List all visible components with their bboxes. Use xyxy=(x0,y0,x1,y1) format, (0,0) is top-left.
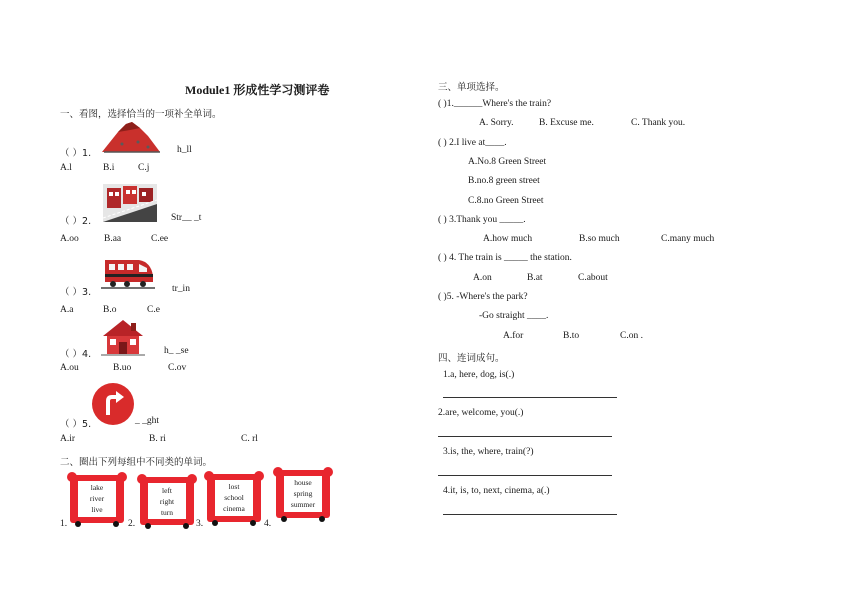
q1-option-c: C.j xyxy=(138,163,150,173)
group-num-4: 4. xyxy=(264,519,272,529)
mc-q1-option-b: B. Excuse me. xyxy=(539,118,594,128)
mc-q2-option-b: B.no.8 green street xyxy=(468,176,540,186)
mc-q4-stem: ( ) 4. The train is _____ the station. xyxy=(438,253,572,263)
q3-option-c: C.e xyxy=(147,305,160,315)
q2-word: Str__ _t xyxy=(171,213,202,223)
q5-word: _ _ght xyxy=(135,416,160,426)
card3-word2: school xyxy=(224,493,244,502)
train-image xyxy=(101,250,155,290)
word-card-1 xyxy=(66,470,128,528)
mc-q3-option-a: A.how much xyxy=(483,234,533,244)
word-card-3 xyxy=(203,469,265,527)
q5-bracket: （ ）5. xyxy=(60,419,92,430)
mc-q4-option-b: B.at xyxy=(527,273,543,283)
mc-q5-option-b: B.to xyxy=(563,331,580,341)
card1-word1: lake xyxy=(90,483,104,492)
q4-bracket: （ ）4. xyxy=(60,349,92,360)
street-image xyxy=(103,184,157,222)
q4-option-b: B.uo xyxy=(113,363,132,373)
page-title: Module1 形成性学习测评卷 xyxy=(185,83,330,97)
house-image xyxy=(101,318,145,356)
section3-heading: 三、单项选择。 xyxy=(438,82,505,93)
q3-option-b: B.o xyxy=(103,305,117,315)
card3-word1: lost xyxy=(228,482,240,491)
answer-line-2 xyxy=(438,436,612,437)
q5-option-b: B. ri xyxy=(149,434,166,444)
hill-image xyxy=(100,118,162,156)
q3-word: tr_in xyxy=(172,284,190,294)
mc-q3-option-b: B.so much xyxy=(579,234,620,244)
mc-q1-option-a: A. Sorry. xyxy=(479,118,514,128)
card1-word2: river xyxy=(89,494,105,503)
mc-q2-option-a: A.No.8 Green Street xyxy=(468,157,547,167)
sentence-3: 3.is, the, where, train(?) xyxy=(443,447,534,457)
section1-heading: 一、看图，选择恰当的一项补全单词。 xyxy=(60,109,222,120)
q5-option-a: A.ir xyxy=(60,434,76,444)
mc-q3-stem: ( ) 3.Thank you _____. xyxy=(438,215,526,225)
card3-word3: cinema xyxy=(223,504,245,513)
word-card-2 xyxy=(136,472,198,530)
group-num-3: 3. xyxy=(196,519,204,529)
q3-bracket: （ ）3. xyxy=(60,287,92,298)
answer-line-1 xyxy=(443,397,617,398)
group-num-2: 2. xyxy=(128,519,136,529)
section2-heading: 二、圈出下列每组中不同类的单词。 xyxy=(60,457,213,468)
word-card-4 xyxy=(272,465,334,523)
answer-line-3 xyxy=(438,475,612,476)
sentence-2: 2.are, welcome, you(.) xyxy=(438,408,524,418)
q5-option-c: C. rl xyxy=(241,434,258,444)
mc-q5-stem: ( )5. -Where's the park? xyxy=(438,292,528,302)
card2-word1: left xyxy=(162,486,172,495)
card1-word3: live xyxy=(91,505,103,514)
sentence-4: 4.it, is, to, next, cinema, a(.) xyxy=(443,486,550,496)
mc-q5-answer-line: -Go straight ____. xyxy=(479,311,549,321)
mc-q5-option-a: A.for xyxy=(503,331,524,341)
mc-q2-stem: ( ) 2.I live at____. xyxy=(438,138,507,148)
q1-word: h_ll xyxy=(177,145,192,155)
card2-word3: turn xyxy=(160,508,174,517)
card4-word3: summer xyxy=(290,500,316,509)
q2-option-c: C.ee xyxy=(151,234,169,244)
sentence-1: 1.a, here, dog, is(.) xyxy=(443,370,515,380)
card4-word2: spring xyxy=(293,489,313,498)
card2-word2: right xyxy=(159,497,175,506)
card4-word1: house xyxy=(294,478,312,487)
answer-line-4 xyxy=(443,514,617,515)
q2-option-b: B.aa xyxy=(104,234,122,244)
q4-option-c: C.ov xyxy=(168,363,187,373)
mc-q4-option-a: A.on xyxy=(473,273,492,283)
q1-option-a: A.l xyxy=(60,163,72,173)
mc-q5-option-c: C.on . xyxy=(620,331,643,341)
q1-bracket: （ ）1. xyxy=(60,148,92,159)
q4-word: h_ _se xyxy=(164,346,189,356)
q2-bracket: （ ）2. xyxy=(60,216,92,227)
mc-q1-option-c: C. Thank you. xyxy=(631,118,686,128)
q4-option-a: A.ou xyxy=(60,363,79,373)
section4-heading: 四、连词成句。 xyxy=(438,353,505,364)
mc-q3-option-c: C.many much xyxy=(661,234,715,244)
group-num-1: 1. xyxy=(60,519,68,529)
q1-option-b: B.i xyxy=(103,163,115,173)
turn-right-sign-image xyxy=(90,381,136,427)
mc-q4-option-c: C.about xyxy=(578,273,608,283)
q2-option-a: A.oo xyxy=(60,234,79,244)
mc-q1-stem: ( )1.______Where's the train? xyxy=(438,99,552,109)
q3-option-a: A.a xyxy=(60,305,74,315)
mc-q2-option-c: C.8.no Green Street xyxy=(468,196,544,206)
